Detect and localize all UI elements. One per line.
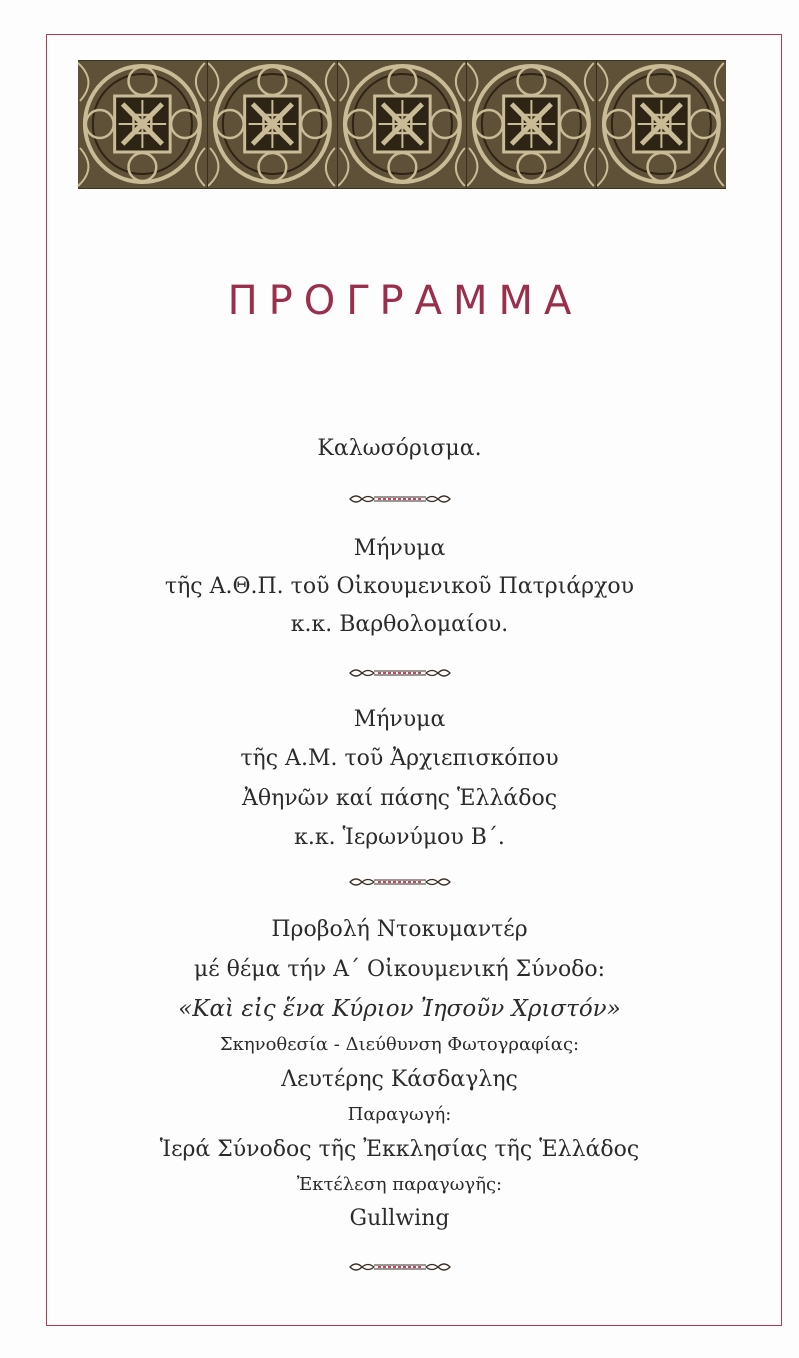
archbishop-message-line: κ.κ. Ἱερωνύμου Β΄. xyxy=(294,825,505,850)
divider-ornament-icon xyxy=(348,874,452,890)
production-label: Παραγωγή: xyxy=(347,1104,452,1125)
documentary-quote: «Καὶ εἰς ἕνα Κύριον Ἰησοῦν Χριστόν» xyxy=(178,996,621,1022)
documentary-topic: μέ θέμα τήν Α΄ Οἰκουμενική Σύνοδο: xyxy=(193,957,606,982)
banner-tile-icon xyxy=(78,61,208,188)
program-title: ΠΡΟΓΡΑΜΜΑ xyxy=(227,278,583,324)
archbishop-message-title: Μήνυμα xyxy=(353,707,446,732)
patriarch-message-title: Μήνυμα xyxy=(353,536,446,561)
divider-ornament-icon xyxy=(348,1259,452,1275)
director-label: Σκηνοθεσία - Διεύθυνση Φωτογραφίας: xyxy=(219,1034,580,1055)
divider-ornament-icon xyxy=(348,665,452,681)
divider-ornament-icon xyxy=(348,491,452,507)
banner-tile-icon xyxy=(208,61,338,188)
archbishop-message-line: Ἀθηνῶν καί πάσης Ἑλλάδος xyxy=(241,786,558,811)
documentary-title: Προβολή Ντοκυμαντέρ xyxy=(271,917,528,942)
ornamental-banner xyxy=(78,60,726,189)
banner-tile-icon xyxy=(338,61,468,188)
banner-tile-icon xyxy=(597,61,726,188)
welcome-text: Καλωσόρισμα. xyxy=(317,436,482,461)
director-name: Λευτέρης Κάσδαγλης xyxy=(281,1067,518,1092)
patriarch-message-line: κ.κ. Βαρθολομαίου. xyxy=(290,612,509,637)
patriarch-message-line: τῆς Α.Θ.Π. τοῦ Οἰκουμενικοῦ Πατριάρχου xyxy=(164,574,635,599)
banner-tile-icon xyxy=(467,61,597,188)
archbishop-message-line: τῆς Α.Μ. τοῦ Ἀρχιεπισκόπου xyxy=(240,746,559,771)
production-name: Ἱερά Σύνοδος τῆς Ἐκκλησίας τῆς Ἑλλάδος xyxy=(159,1137,640,1162)
executive-production-label: Ἐκτέλεση παραγωγῆς: xyxy=(296,1174,503,1195)
executive-production-name: Gullwing xyxy=(349,1206,450,1231)
